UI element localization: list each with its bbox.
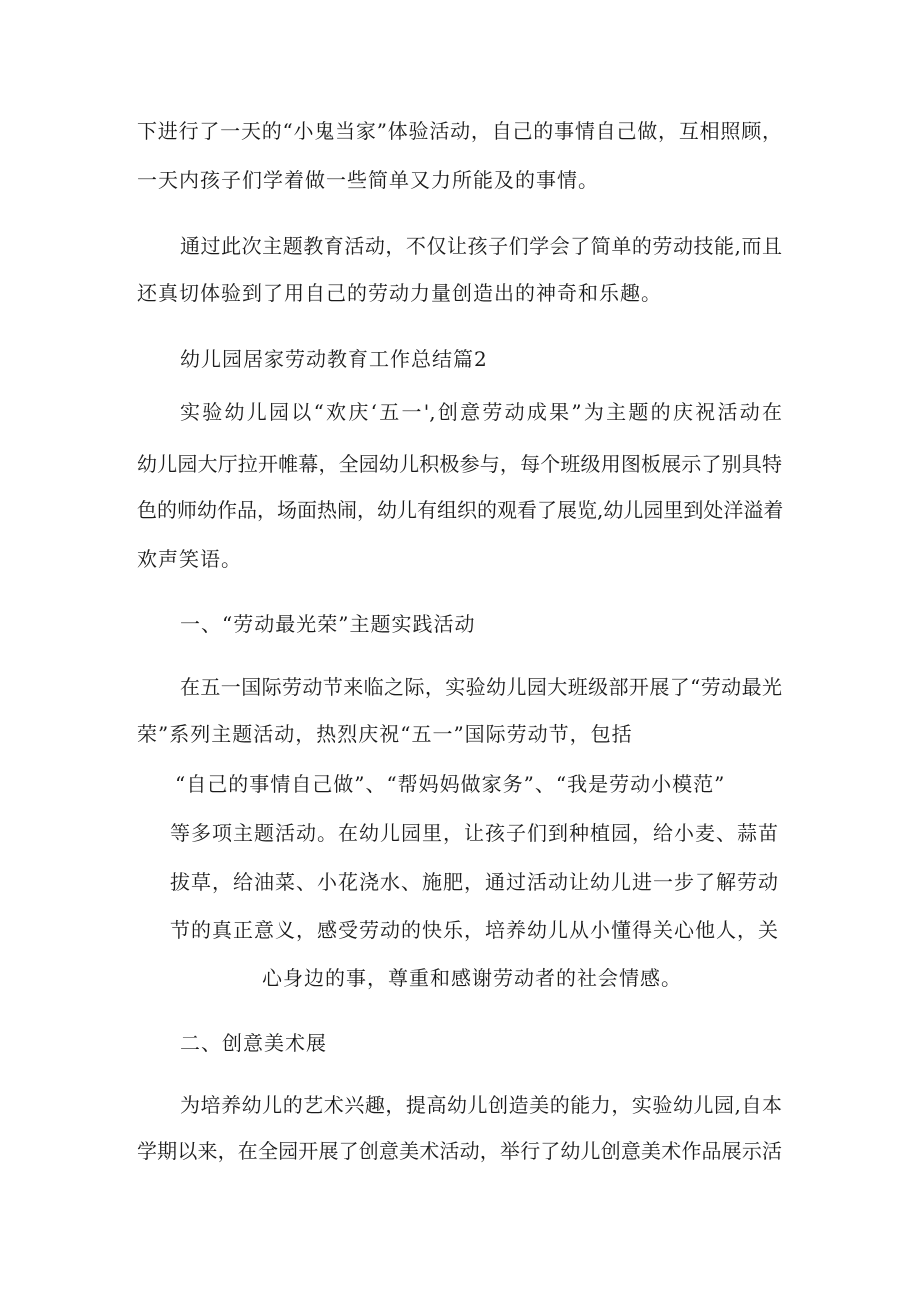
- text-line-2: 一天内孩子们学着做一些简单又力所能及的事情。: [137, 168, 599, 192]
- text-line-6: 实验幼儿园以“欢庆‘五一',创意劳动成果”为主题的庆祝活动在: [180, 400, 782, 424]
- text-line-17: 心身边的事，尊重和感谢劳动者的社会情感。: [262, 966, 682, 990]
- text-line-4: 还真切体验到了用自己的劳动力量创造出的神奇和乐趣。: [137, 281, 662, 305]
- text-line-19: 为培养幼儿的艺术兴趣，提高幼儿创造美的能力，实验幼儿园,自本: [180, 1093, 782, 1117]
- text-line-14: 等多项主题活动。在幼儿园里，让孩子们到种植园，给小麦、蒜苗: [170, 821, 779, 845]
- text-line-16: 节的真正意义，感受劳动的快乐，培养幼儿从小懂得关心他人，关: [170, 918, 779, 942]
- text-line-3: 通过此次主题教育活动，不仅让孩子们学会了简单的劳动技能,而且: [180, 234, 782, 258]
- text-line-1: 下进行了一天的“小鬼当家”体验活动，自己的事情自己做，互相照顾，: [137, 119, 782, 143]
- subheading-1: 一、“劳动最光荣”主题实践活动: [180, 612, 476, 636]
- subheading-2: 二、创意美术展: [180, 1031, 327, 1055]
- text-line-9: 欢声笑语。: [137, 547, 242, 571]
- text-line-7: 幼儿园大厅拉开帷幕，全园幼儿积极参与，每个班级用图板展示了别具特: [137, 452, 782, 476]
- section-heading-2: 幼儿园居家劳动教育工作总结篇2: [180, 347, 488, 371]
- text-line-8: 色的师幼作品，场面热闹，幼儿有组织的观看了展览,幼儿园里到处洋溢着: [137, 498, 784, 522]
- text-line-11: 在五一国际劳动节来临之际，实验幼儿园大班级部开展了“劳动最光: [180, 675, 782, 699]
- text-line-20: 学期以来，在全园开展了创意美术活动，举行了幼儿创意美术作品展示活: [137, 1139, 782, 1163]
- text-line-15: 拔草，给油菜、小花浇水、施肥，通过活动让幼儿进一步了解劳动: [170, 870, 779, 894]
- text-line-13: “自己的事情自己做”、“帮妈妈做家务”、“我是劳动小模范”: [175, 772, 726, 796]
- text-line-12: 荣”系列主题活动，热烈庆祝“五一”国际劳动节，包括: [137, 722, 633, 746]
